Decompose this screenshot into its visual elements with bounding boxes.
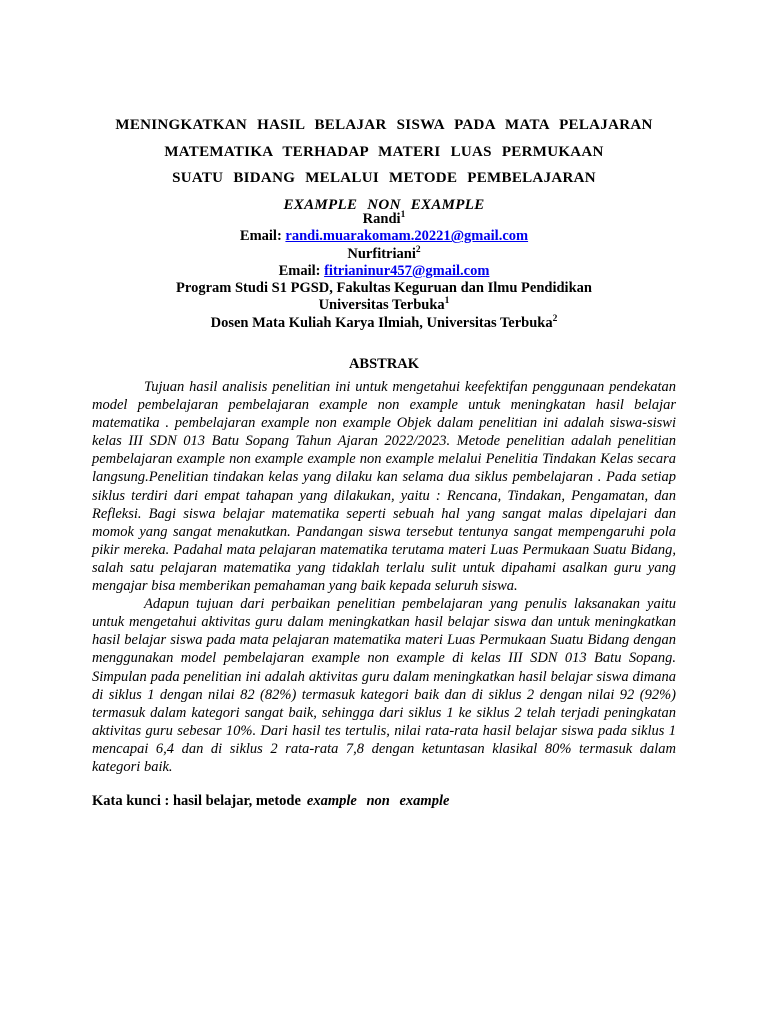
author-2-email-line bbox=[120, 263, 648, 280]
title-line-3: SUATU BIDANG MELALUI METODE PEMBELAJARAN bbox=[172, 170, 596, 186]
author-2-name: Nurfitriani bbox=[347, 245, 416, 262]
affiliation-1-line-2 bbox=[120, 297, 648, 314]
abstract-body bbox=[92, 378, 676, 776]
email-label: Email: bbox=[239, 228, 286, 245]
author-2-sup: 2 bbox=[415, 244, 421, 255]
keywords bbox=[92, 793, 676, 810]
author-1-email-line bbox=[120, 228, 648, 245]
author-2 bbox=[120, 246, 648, 263]
affiliation-1-sup: 1 bbox=[444, 296, 450, 307]
author-2-email-link[interactable]: fitrianinur457@gmail.com bbox=[324, 262, 490, 279]
author-block bbox=[120, 211, 648, 332]
affiliation-2-text: Dosen Mata Kuliah Karya Ilmiah, Universitas Terbuka bbox=[210, 314, 553, 331]
title-line-4: EXAMPLE NON EXAMPLE bbox=[283, 196, 485, 213]
title-line-1: MENINGKATKAN HASIL BELAJAR SISWA PADA MATA PELAJARAN bbox=[115, 117, 653, 133]
abstract-paragraph-2: Adapun tujuan dari perbaikan penelitian pembelajaran yang penulis laksanakan yaitu untuk mengetahui aktivitas guru dalam meningkatkan hasil belajar siswa dan untuk meningkatkan hasil belajar siswa pada mata pelajaran matematika materi Luas Permukaan Suatu Bidang dengan menggunakan model pembelajaran example non example di kelas III SDN 013 Batu Sopang. Simpulan pada penelitian ini adalah aktivitas guru dalam meningkatkan hasil belajar siswa dimana di siklus 1 dengan nilai 82 (82%) termasuk kategori baik dan di siklus 2 dengan nilai 92 (92%) termasuk dalam kategori sangat baik, sehingga dari siklus 1 ke siklus 2 telah terjadi peningkatan aktivitas guru sebesar 10%. Dari hasil tes tertulis, nilai rata-rata hasil belajar siswa pada siklus 1 mencapai 6,4 dan di siklus 2 rata-rata 7,8 dengan ketuntasan klasikal 80% termasuk dalam kategori baik. bbox=[92, 596, 676, 775]
title-line-2: MATEMATIKA TERHADAP MATERI LUAS PERMUKAAN bbox=[164, 143, 604, 160]
affiliation-2 bbox=[120, 315, 648, 332]
affiliation-1-line-1: Program Studi S1 PGSD, Fakultas Keguruan dan Ilmu Pendidikan bbox=[176, 280, 592, 297]
author-1-sup: 1 bbox=[400, 210, 406, 221]
author-1 bbox=[120, 211, 648, 228]
keywords-italic: example non example bbox=[306, 793, 450, 809]
email-label: Email: bbox=[278, 262, 325, 279]
keywords-label: Kata kunci : hasil belajar, metode bbox=[92, 793, 301, 809]
affiliation-1-university: Universitas Terbuka bbox=[318, 297, 445, 314]
author-1-email-link[interactable]: randi.muarakomam.20221@gmail.com bbox=[285, 228, 529, 245]
abstract-paragraph-1: Tujuan hasil analisis penelitian ini untuk mengetahui keefektifan penggunaan pendekatan model pembelajaran pembelajaran example non example untuk meningkatan hasil belajar matematika . pembelajaran example non example Objek dalam penelitian ini adalah siswa-siswi kelas III SDN 013 Batu Sopang Tahun Ajaran 2022/2023. Metode penelitian adalah penelitian pembelajaran example non example example non example melalui Penelitia Tindakan Kelas secara langsung.Penelitian tindakan kelas yang dilaku kan selama dua siklus pembelajaran . Pada setiap siklus terdiri dari empat tahapan yang dilakukan, yaitu : Rencana, Tindakan, Pengamatan, dan Refleksi. Bagi siswa belajar matematika seperti sebuah hal yang sangat malas dipelajari dan momok yang sangat menakutkan. Pandangan siswa tersebut tentunya sangat mempengaruhi pola pikir mereka. Padahal mata pelajaran matematika terutama materi Luas Permukaan Suatu Bidang, salah satu pelajaran matematika yang tidaklah terlalu sulit untuk dipahami asalkan guru yang mengajar bisa memberikan pemahaman yang baik kepada seluruh siswa. bbox=[92, 379, 676, 595]
abstract-heading: ABSTRAK bbox=[348, 356, 420, 372]
author-1-name: Randi bbox=[362, 211, 401, 227]
affiliation-2-sup: 2 bbox=[552, 313, 558, 324]
